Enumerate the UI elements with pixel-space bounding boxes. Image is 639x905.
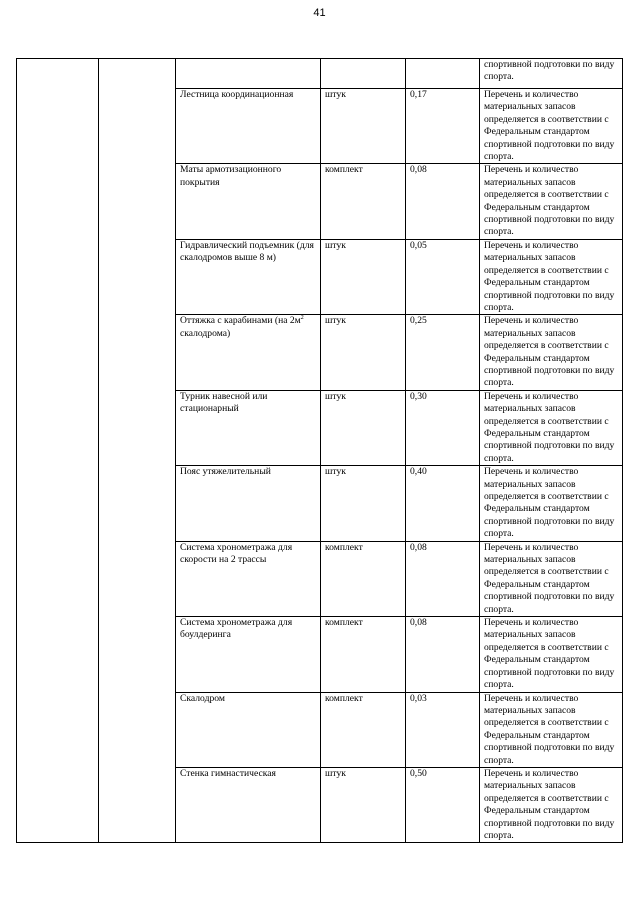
note-cell: Перечень и количество материальных запасов определяется в соответствии с Федеральным стандартом спортивной подготовки по виду спорта. (480, 89, 623, 164)
superscript-2: 2 (300, 315, 304, 322)
name-cell: Пояс утяжелительный (176, 466, 321, 541)
name-cell: Система хронометража для скорости на 2 трассы (176, 541, 321, 616)
name-cell: Лестница координационная (176, 89, 321, 164)
unit-cell: комплект (321, 541, 406, 616)
unit-cell: штук (321, 239, 406, 314)
table-row (17, 59, 623, 89)
unit-cell: комплект (321, 617, 406, 692)
qty-cell: 0,30 (406, 390, 480, 465)
note-cell: Перечень и количество материальных запасов определяется в соответствии с Федеральным стандартом спортивной подготовки по виду спорта. (480, 315, 623, 390)
unit-cell (321, 59, 406, 89)
unit-cell: комплект (321, 164, 406, 239)
equipment-table (16, 58, 623, 843)
note-cell: Перечень и количество материальных запасов определяется в соответствии с Федеральным стандартом спортивной подготовки по виду спорта. (480, 767, 623, 842)
qty-cell: 0,40 (406, 466, 480, 541)
unit-cell: штук (321, 767, 406, 842)
name-cell (176, 315, 321, 390)
name-cell: Скалодром (176, 692, 321, 767)
note-cell: Перечень и количество материальных запасов определяется в соответствии с Федеральным стандартом спортивной подготовки по виду спорта. (480, 617, 623, 692)
unit-cell: штук (321, 390, 406, 465)
qty-cell: 0,25 (406, 315, 480, 390)
page-number: 41 (313, 7, 326, 19)
note-cell: Перечень и количество материальных запасов определяется в соответствии с Федеральным стандартом спортивной подготовки по виду спорта. (480, 164, 623, 239)
note-cell: Перечень и количество материальных запасов определяется в соответствии с Федеральным стандартом спортивной подготовки по виду спорта. (480, 692, 623, 767)
qty-cell: 0,03 (406, 692, 480, 767)
qty-cell: 0,08 (406, 617, 480, 692)
unit-cell: штук (321, 89, 406, 164)
note-cell: Перечень и количество материальных запасов определяется в соответствии с Федеральным стандартом спортивной подготовки по виду спорта. (480, 390, 623, 465)
note-cell: спортивной подготовки по виду спорта. (480, 59, 623, 89)
name-text-post: скалодрома) (180, 327, 231, 339)
qty-cell: 0,17 (406, 89, 480, 164)
qty-cell (406, 59, 480, 89)
qty-cell: 0,08 (406, 164, 480, 239)
name-cell: Система хронометража для боулдеринга (176, 617, 321, 692)
merged-cell-1 (17, 59, 99, 843)
name-cell (176, 59, 321, 89)
name-text-pre: Оттяжка с карабинами (на 2м (180, 315, 301, 327)
unit-cell: штук (321, 466, 406, 541)
unit-cell: штук (321, 315, 406, 390)
name-cell: Турник навесной или стационарный (176, 390, 321, 465)
name-cell: Маты армотизационного покрытия (176, 164, 321, 239)
note-cell: Перечень и количество материальных запасов определяется в соответствии с Федеральным стандартом спортивной подготовки по виду спорта. (480, 239, 623, 314)
name-cell: Стенка гимнастическая (176, 767, 321, 842)
note-cell: Перечень и количество материальных запасов определяется в соответствии с Федеральным стандартом спортивной подготовки по виду спорта. (480, 466, 623, 541)
name-cell: Гидравлический подъемник (для скалодромов выше 8 м) (176, 239, 321, 314)
merged-cell-2 (99, 59, 176, 843)
note-cell: Перечень и количество материальных запасов определяется в соответствии с Федеральным стандартом спортивной подготовки по виду спорта. (480, 541, 623, 616)
unit-cell: комплект (321, 692, 406, 767)
qty-cell: 0,08 (406, 541, 480, 616)
qty-cell: 0,50 (406, 767, 480, 842)
qty-cell: 0,05 (406, 239, 480, 314)
